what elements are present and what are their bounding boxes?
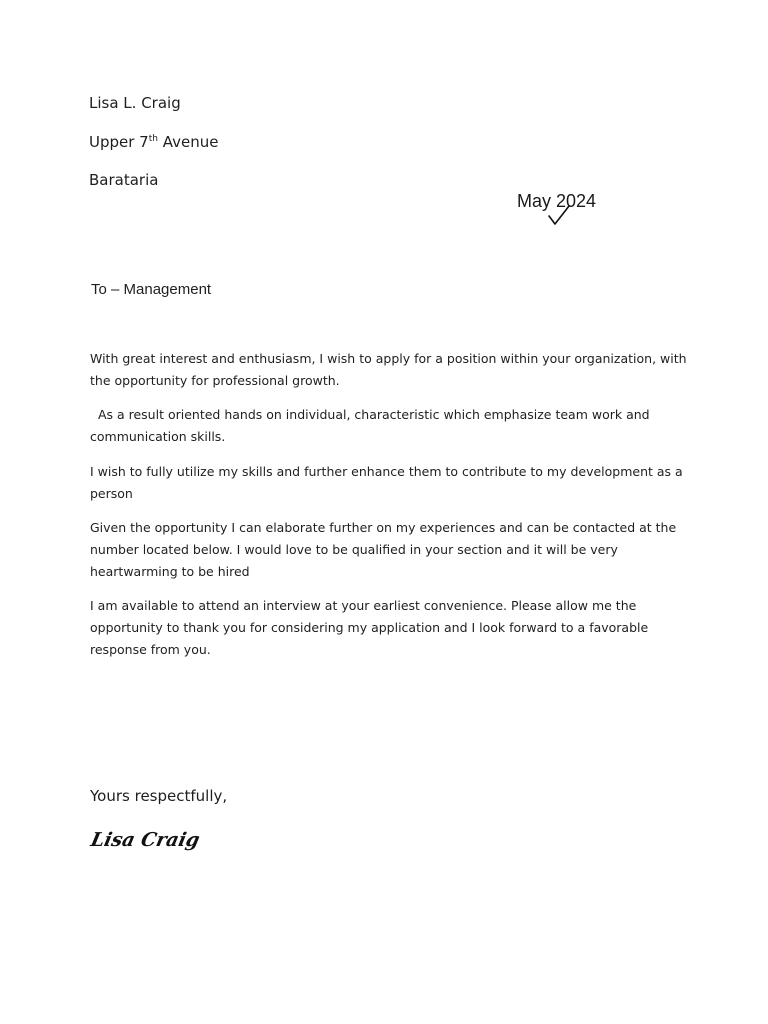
body-paragraph: I wish to fully utilize my skills and further enhance them to contribute to my development as a person bbox=[90, 464, 683, 501]
closing-line: Yours respectfully, bbox=[90, 787, 228, 805]
sender-city: Barataria bbox=[89, 171, 159, 189]
checkmark-icon bbox=[547, 204, 571, 228]
street-name: Avenue bbox=[157, 133, 219, 151]
signature-image bbox=[89, 822, 209, 862]
letter-date: May 2024 bbox=[517, 191, 597, 211]
recipient-line: To – Management bbox=[91, 281, 212, 298]
body-paragraph: As a result oriented hands on individual, characteristic which emphasize team work and communication skills. bbox=[90, 407, 650, 444]
sender-street bbox=[89, 133, 218, 151]
body-paragraph: With great interest and enthusiasm, I wish to apply for a position within your organization, with the opportunity for professional growth. bbox=[90, 351, 687, 388]
street-number: Upper 7 bbox=[89, 133, 149, 151]
sender-name: Lisa L. Craig bbox=[89, 94, 181, 112]
body-paragraph: I am available to attend an interview at your earliest convenience. Please allow me the opportunity to thank you for considering my application and I look forward to a favorable response from you. bbox=[90, 598, 649, 657]
street-ordinal-suffix: th bbox=[148, 134, 158, 144]
body-paragraph: Given the opportunity I can elaborate further on my experiences and can be contacted at the number located below. I would love to be qualified in your section and it will be very heartwarming to be hired bbox=[90, 520, 677, 579]
svg-text:Lisa Craig: Lisa Craig bbox=[89, 828, 202, 851]
